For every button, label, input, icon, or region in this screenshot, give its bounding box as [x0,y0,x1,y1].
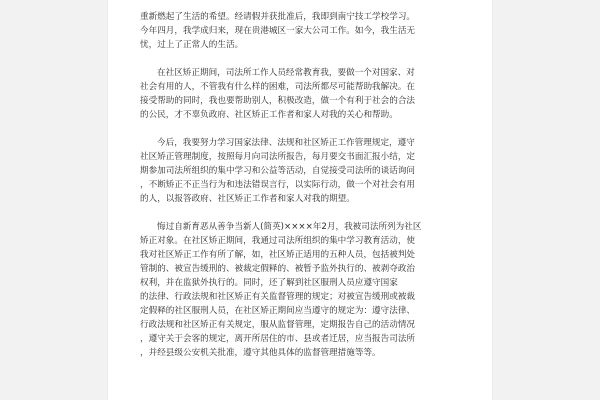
text-line: ，并经县级公安机关批准，遵守其他具体的监督管理措施等等。 [140,348,381,358]
paragraph-2 [140,66,470,122]
paragraph-3 [140,136,470,206]
text-line: 重新燃起了生活的希望。经请假并获批准后，我即到南宁技工学校学习。 [140,12,416,22]
text-line: 的法律、行政法规和社区矫正有关监督管理的规定；对被宣告缓刑或被裁 [140,292,416,302]
text-line: 忧，过上了正常人的生活。 [140,40,244,50]
text-line: 的人，以报答政府、社区矫正工作者和家人对我的期望。 [140,194,355,204]
text-line: 悔过自新育恶从善争当新人(简英)××××年2月，我被司法所列为社区 [157,222,422,232]
text-line: 我对社区矫正工作有所了解，如，社区矫正适用的五种人员，包括被判处 [140,250,416,260]
text-line: 管制的、被宣告缓刑的、被裁定假释的、被暂予监外执行的、被剥夺政治 [140,264,416,274]
text-line: 行政法规和社区矫正有关规定，服从监督管理，定期报告自己的活动情况 [140,320,416,330]
text-line: 的公民，才不辜负政府、社区矫正工作者和家人对我的关心和帮助。 [140,110,398,120]
text-line: 矫正对象。在社区矫正期间，我通过司法所组织的集中学习教育活动，使 [140,236,416,246]
text-line: 权利，并在监狱外执行的。同时，还了解到社区服刑人员应遵守国家 [140,278,398,288]
text-line: 今后，我要努力学习国家法律、法规和社区矫正工作管理规定，遵守 [157,138,415,148]
text-line: ，遵守关于会客的规定，离开所居住的市、县或者迁居，应当报告司法所 [140,334,416,344]
text-line: 接受帮助的同时，我也要帮助别人，积极改造，做一个有利于社会的合法 [140,96,416,106]
paragraph-1 [140,10,470,52]
text-line: 在社区矫正期间，司法所工作人员经常教育我，要做一个对国家、对 [157,68,415,78]
text-line: ，不断矫正不正当行为和违法错误言行，以实际行动，做一个对社会有用 [140,180,416,190]
paragraph-4 [140,220,470,360]
text-line: 社区矫正管理制度，按照每月向司法所报告，每月要交书面汇报小结，定 [140,152,416,162]
text-line: 定假释的社区服刑人员，在社区矫正期间应当遵守的规定为：遵守法律、 [140,306,416,316]
document-page [108,0,492,400]
text-line: 今年四月，我学成归来，现在贵港城区一家大公司工作。如今，我生活无 [140,26,416,36]
text-line: 期参加司法所组织的集中学习和公益等活动，自觉接受司法所的谈话询问 [140,166,416,176]
text-line: 社会有用的人，不管我有什么样的困难，司法所都尽可能帮助我解决。在 [140,82,416,92]
document-body [140,10,470,360]
